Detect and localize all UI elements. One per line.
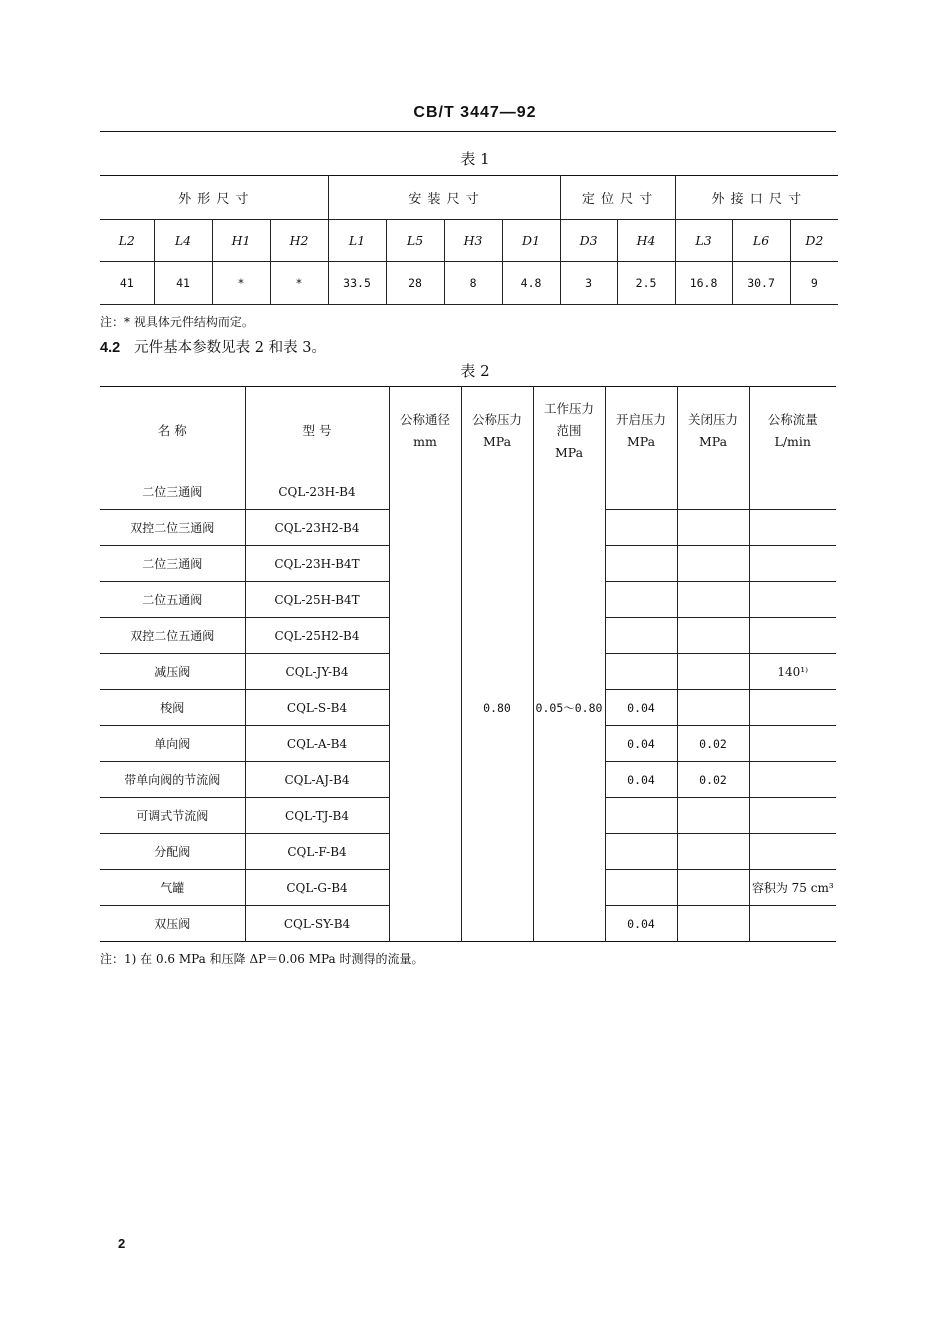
row-model: CQL-TJ-B4 <box>245 798 389 834</box>
row-opening-pressure <box>605 870 677 906</box>
table1-value-row <box>100 262 838 305</box>
row-model: CQL-23H-B4T <box>245 546 389 582</box>
row-closing-pressure <box>677 582 749 618</box>
table2-caption: 表 2 <box>460 362 490 380</box>
table1-value-cell: 8 <box>444 262 502 305</box>
row-nominal-flow <box>749 834 836 870</box>
table2-header-row <box>100 387 836 475</box>
row-name: 双控二位五通阀 <box>100 618 245 654</box>
row-opening-pressure <box>605 582 677 618</box>
row-nominal-flow: 容积为 75 cm³ <box>749 870 836 906</box>
row-opening-pressure: 0.04 <box>605 906 677 942</box>
table1-value-cell: 9 <box>790 262 838 305</box>
header-closing-pressure: 关闭压力 MPa <box>677 387 749 475</box>
row-model: CQL-25H-B4T <box>245 582 389 618</box>
table1-symbol-cell: H3 <box>444 220 502 262</box>
row-nominal-flow <box>749 474 836 510</box>
table1-group-cell: 定 位 尺 寸 <box>560 176 675 220</box>
row-opening-pressure <box>605 654 677 690</box>
header-nominal-flow: 公称流量 L/min <box>767 411 818 449</box>
header-name: 名 称 <box>100 387 245 475</box>
row-model: CQL-23H-B4 <box>245 474 389 510</box>
table2 <box>100 386 836 942</box>
table1-group-cell: 外 形 尺 寸 <box>100 176 328 220</box>
merged-nominal-diameter <box>389 474 461 942</box>
header-rule <box>100 131 836 132</box>
row-model: CQL-G-B4 <box>245 870 389 906</box>
row-name: 带单向阀的节流阀 <box>100 762 245 798</box>
table1-symbol-cell: L2 <box>100 220 154 262</box>
table1-value-cell: 41 <box>154 262 212 305</box>
row-name: 双压阀 <box>100 906 245 942</box>
row-name: 梭阀 <box>100 690 245 726</box>
row-nominal-flow <box>749 762 836 798</box>
section-number: 4.2 <box>100 340 121 356</box>
table1-value-cell: 4.8 <box>502 262 560 305</box>
table1-group-cell: 安 装 尺 寸 <box>328 176 560 220</box>
row-nominal-flow <box>749 726 836 762</box>
table1-note: 注：* 视具体元件结构而定。 <box>100 315 254 329</box>
row-name: 可调式节流阀 <box>100 798 245 834</box>
row-model: CQL-AJ-B4 <box>245 762 389 798</box>
row-model: CQL-SY-B4 <box>245 906 389 942</box>
table1-symbol-cell: L5 <box>386 220 444 262</box>
row-closing-pressure <box>677 690 749 726</box>
row-opening-pressure: 0.04 <box>605 726 677 762</box>
row-closing-pressure <box>677 618 749 654</box>
header-opening-pressure: 开启压力 MPa <box>605 387 677 475</box>
standard-code: CB/T 3447—92 <box>413 104 537 121</box>
section-4-2 <box>100 336 326 357</box>
row-closing-pressure <box>677 546 749 582</box>
header-model: 型 号 <box>245 387 389 475</box>
row-opening-pressure <box>605 474 677 510</box>
table1-symbol-cell: D3 <box>560 220 617 262</box>
row-name: 气罐 <box>100 870 245 906</box>
table1-value-cell: 28 <box>386 262 444 305</box>
table1 <box>100 175 838 305</box>
table1-value-cell: 41 <box>100 262 154 305</box>
row-nominal-flow <box>749 798 836 834</box>
row-closing-pressure: 0.02 <box>677 726 749 762</box>
table1-value-cell: 2.5 <box>617 262 675 305</box>
header-nominal-diameter: 公称通径 mm <box>389 387 461 475</box>
row-name: 分配阀 <box>100 834 245 870</box>
section-text: 元件基本参数见表 2 和表 3。 <box>134 340 326 356</box>
table1-value-cell: 3 <box>560 262 617 305</box>
row-model: CQL-A-B4 <box>245 726 389 762</box>
row-opening-pressure <box>605 834 677 870</box>
row-name: 二位五通阀 <box>100 582 245 618</box>
row-nominal-flow <box>749 618 836 654</box>
table1-group-row <box>100 176 838 220</box>
table1-value-cell: 16.8 <box>675 262 732 305</box>
row-opening-pressure <box>605 510 677 546</box>
row-name: 二位三通阀 <box>100 474 245 510</box>
row-model: CQL-25H2-B4 <box>245 618 389 654</box>
row-model: CQL-23H2-B4 <box>245 510 389 546</box>
merged-nominal-pressure: 0.80 <box>461 474 533 942</box>
row-closing-pressure <box>677 906 749 942</box>
table1-caption: 表 1 <box>460 150 490 168</box>
table1-symbol-cell: D2 <box>790 220 838 262</box>
row-opening-pressure <box>605 546 677 582</box>
row-name: 减压阀 <box>100 654 245 690</box>
table1-symbol-cell: L6 <box>732 220 790 262</box>
row-nominal-flow <box>749 510 836 546</box>
table1-symbol-cell: H2 <box>270 220 328 262</box>
row-opening-pressure: 0.04 <box>605 690 677 726</box>
row-closing-pressure <box>677 654 749 690</box>
row-closing-pressure <box>677 870 749 906</box>
row-closing-pressure: 0.02 <box>677 762 749 798</box>
row-opening-pressure <box>605 798 677 834</box>
row-nominal-flow <box>749 582 836 618</box>
row-name: 二位三通阀 <box>100 546 245 582</box>
page-number: 2 <box>118 1236 126 1251</box>
table1-value-cell: 33.5 <box>328 262 386 305</box>
table-row <box>100 474 836 510</box>
row-nominal-flow <box>749 546 836 582</box>
table1-symbol-cell: L3 <box>675 220 732 262</box>
table1-symbol-cell: H1 <box>212 220 270 262</box>
row-nominal-flow: 140¹⁾ <box>749 654 836 690</box>
table1-value-cell: 30.7 <box>732 262 790 305</box>
table1-symbol-row <box>100 220 838 262</box>
row-model: CQL-S-B4 <box>245 690 389 726</box>
table1-group-cell: 外 接 口 尺 寸 <box>675 176 838 220</box>
row-closing-pressure <box>677 510 749 546</box>
row-model: CQL-F-B4 <box>245 834 389 870</box>
row-name: 双控二位三通阀 <box>100 510 245 546</box>
header-working-pressure: 工作压力 范围 MPa <box>533 387 605 475</box>
table1-symbol-cell: L4 <box>154 220 212 262</box>
row-closing-pressure <box>677 798 749 834</box>
row-opening-pressure <box>605 618 677 654</box>
table2-note: 注：1) 在 0.6 MPa 和压降 ΔP＝0.06 MPa 时测得的流量。 <box>100 952 424 966</box>
header-nominal-pressure: 公称压力 MPa <box>461 387 533 475</box>
row-closing-pressure <box>677 474 749 510</box>
row-name: 单向阀 <box>100 726 245 762</box>
table1-symbol-cell: L1 <box>328 220 386 262</box>
row-opening-pressure: 0.04 <box>605 762 677 798</box>
table1-value-cell: * <box>270 262 328 305</box>
table1-symbol-cell: H4 <box>617 220 675 262</box>
merged-working-pressure: 0.05～0.80 <box>533 474 605 942</box>
table1-symbol-cell: D1 <box>502 220 560 262</box>
row-closing-pressure <box>677 834 749 870</box>
table1-value-cell: * <box>212 262 270 305</box>
row-nominal-flow <box>749 906 836 942</box>
row-model: CQL-JY-B4 <box>245 654 389 690</box>
row-nominal-flow <box>749 690 836 726</box>
